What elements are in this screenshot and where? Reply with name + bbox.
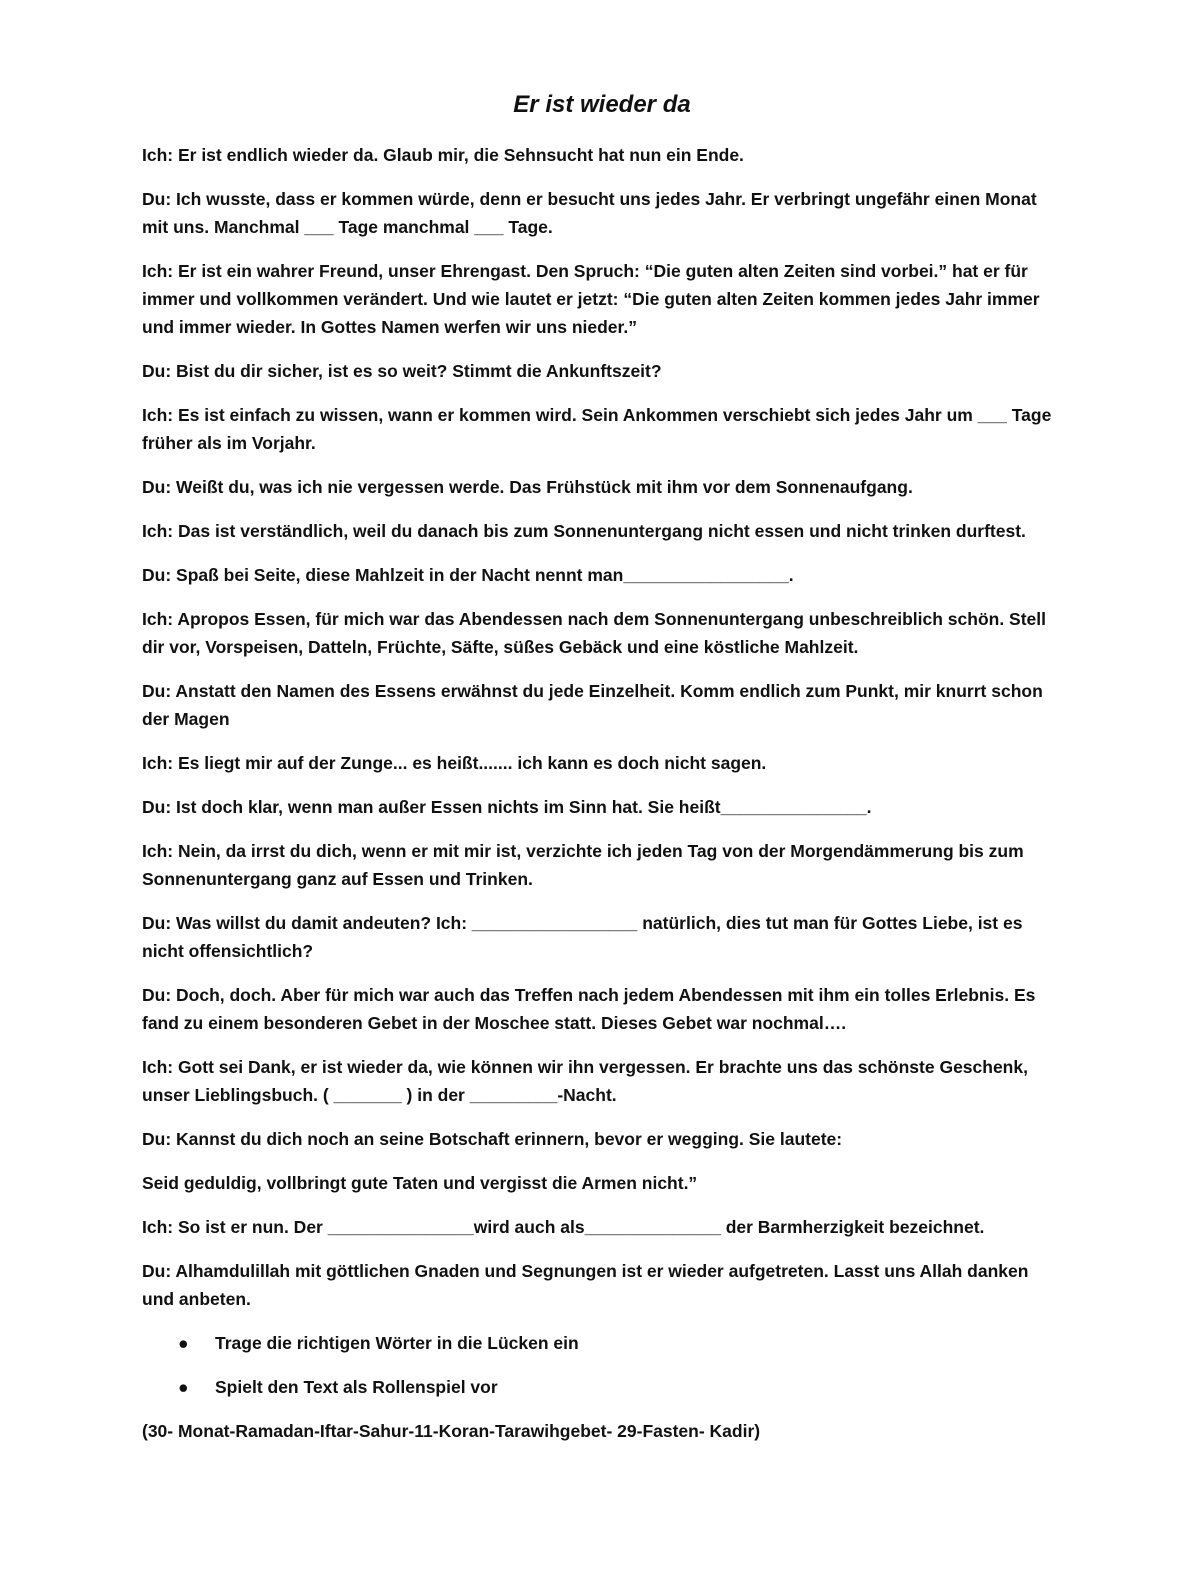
task-item [142,1329,1062,1357]
dialogue-line: Ich: Es liegt mir auf der Zunge... es heißt....... ich kann es doch nicht sagen. [142,753,767,773]
dialogue-line: Du: Weißt du, was ich nie vergessen werde. Das Frühstück mit ihm vor dem Sonnenaufgang. [142,477,913,497]
dialogue-line: Ich: Es ist einfach zu wissen, wann er kommen wird. Sein Ankommen verschiebt sich jedes Jahr um ___ Tage früher als im Vorjahr. [142,405,1052,453]
dialogue-line: Ich: Apropos Essen, für mich war das Abendessen nach dem Sonnenuntergang unbeschreiblich schön. Stell dir vor, Vorspeisen, Datteln, Früchte, Säfte, süßes Gebäck und eine köstliche Mahlzeit. [142,609,1047,657]
dialogue-line: Du: Was willst du damit andeuten? Ich: _________________ natürlich, dies tut man für Gottes Liebe, ist es nicht offensichtlich? [142,913,1023,961]
dialogue-line: Du: Ich wusste, dass er kommen würde, denn er besucht uns jedes Jahr. Er verbringt ungefähr einen Monat mit uns. Manchmal ___ Tage manchmal ___ Tage. [142,189,1037,237]
dialogue-line: Du: Spaß bei Seite, diese Mahlzeit in der Nacht nennt man_________________. [142,565,794,585]
dialogue-line: Du: Bist du dir sicher, ist es so weit? Stimmt die Ankunftszeit? [142,361,662,381]
dialogue-line: Ich: Gott sei Dank, er ist wieder da, wie können wir ihn vergessen. Er brachte uns das schönste Geschenk, unser Lieblingsbuch. ( _______ ) in der _________-Nacht. [142,1057,1028,1105]
dialogue-line: Du: Ist doch klar, wenn man außer Essen nichts im Sinn hat. Sie heißt_______________. [142,797,872,817]
dialogue [142,141,1062,1313]
dialogue-line: Du: Kannst du dich noch an seine Botschaft erinnern, bevor er wegging. Sie lautete: [142,1129,843,1149]
dialogue-line: Du: Alhamdulillah mit göttlichen Gnaden und Segnungen ist er wieder aufgetreten. Lasst uns Allah danken und anbeten. [142,1261,1029,1309]
dialogue-line: Ich: So ist er nun. Der _______________wird auch als______________ der Barmherzigkeit bezeichnet. [142,1217,985,1237]
dialogue-line: Ich: Das ist verständlich, weil du danach bis zum Sonnenuntergang nicht essen und nicht trinken durftest. [142,521,1026,541]
dialogue-line: Ich: Er ist ein wahrer Freund, unser Ehrengast. Den Spruch: “Die guten alten Zeiten sind vorbei.” hat er für immer und vollkommen verändert. Und wie lautet er jetzt: “Die guten alten Zeiten kommen jedes Jahr immer und immer wieder. In Gottes Namen werfen wir uns nieder.” [142,261,1040,337]
dialogue-line: Du: Anstatt den Namen des Essens erwähnst du jede Einzelheit. Komm endlich zum Punkt, mir knurrt schon der Magen [142,681,1043,729]
dialogue-line: Ich: Nein, da irrst du dich, wenn er mit mir ist, verzichte ich jeden Tag von der Morgendämmerung bis zum Sonnenuntergang ganz auf Essen und Trinken. [142,841,1024,889]
document-title: Er ist wieder da [513,91,691,118]
task-text: Spielt den Text als Rollenspiel vor [215,1377,498,1397]
document-page [142,90,1062,1445]
task-item [142,1373,1062,1401]
task-list [142,1329,1062,1401]
dialogue-line: Ich: Er ist endlich wieder da. Glaub mir, die Sehnsucht hat nun ein Ende. [142,145,744,165]
word-bank: (30- Monat-Ramadan-Iftar-Sahur-11-Koran-Tarawihgebet- 29-Fasten- Kadir) [142,1421,761,1441]
dialogue-line: Du: Doch, doch. Aber für mich war auch das Treffen nach jedem Abendessen mit ihm ein tolles Erlebnis. Es fand zu einem besonderen Gebet in der Moschee statt. Dieses Gebet war nochmal…. [142,985,1036,1033]
bullet-icon: ● [178,1377,189,1397]
bullet-icon: ● [178,1333,189,1353]
dialogue-line: Seid geduldig, vollbringt gute Taten und vergisst die Armen nicht.” [142,1173,698,1193]
task-text: Trage die richtigen Wörter in die Lücken ein [215,1333,579,1353]
